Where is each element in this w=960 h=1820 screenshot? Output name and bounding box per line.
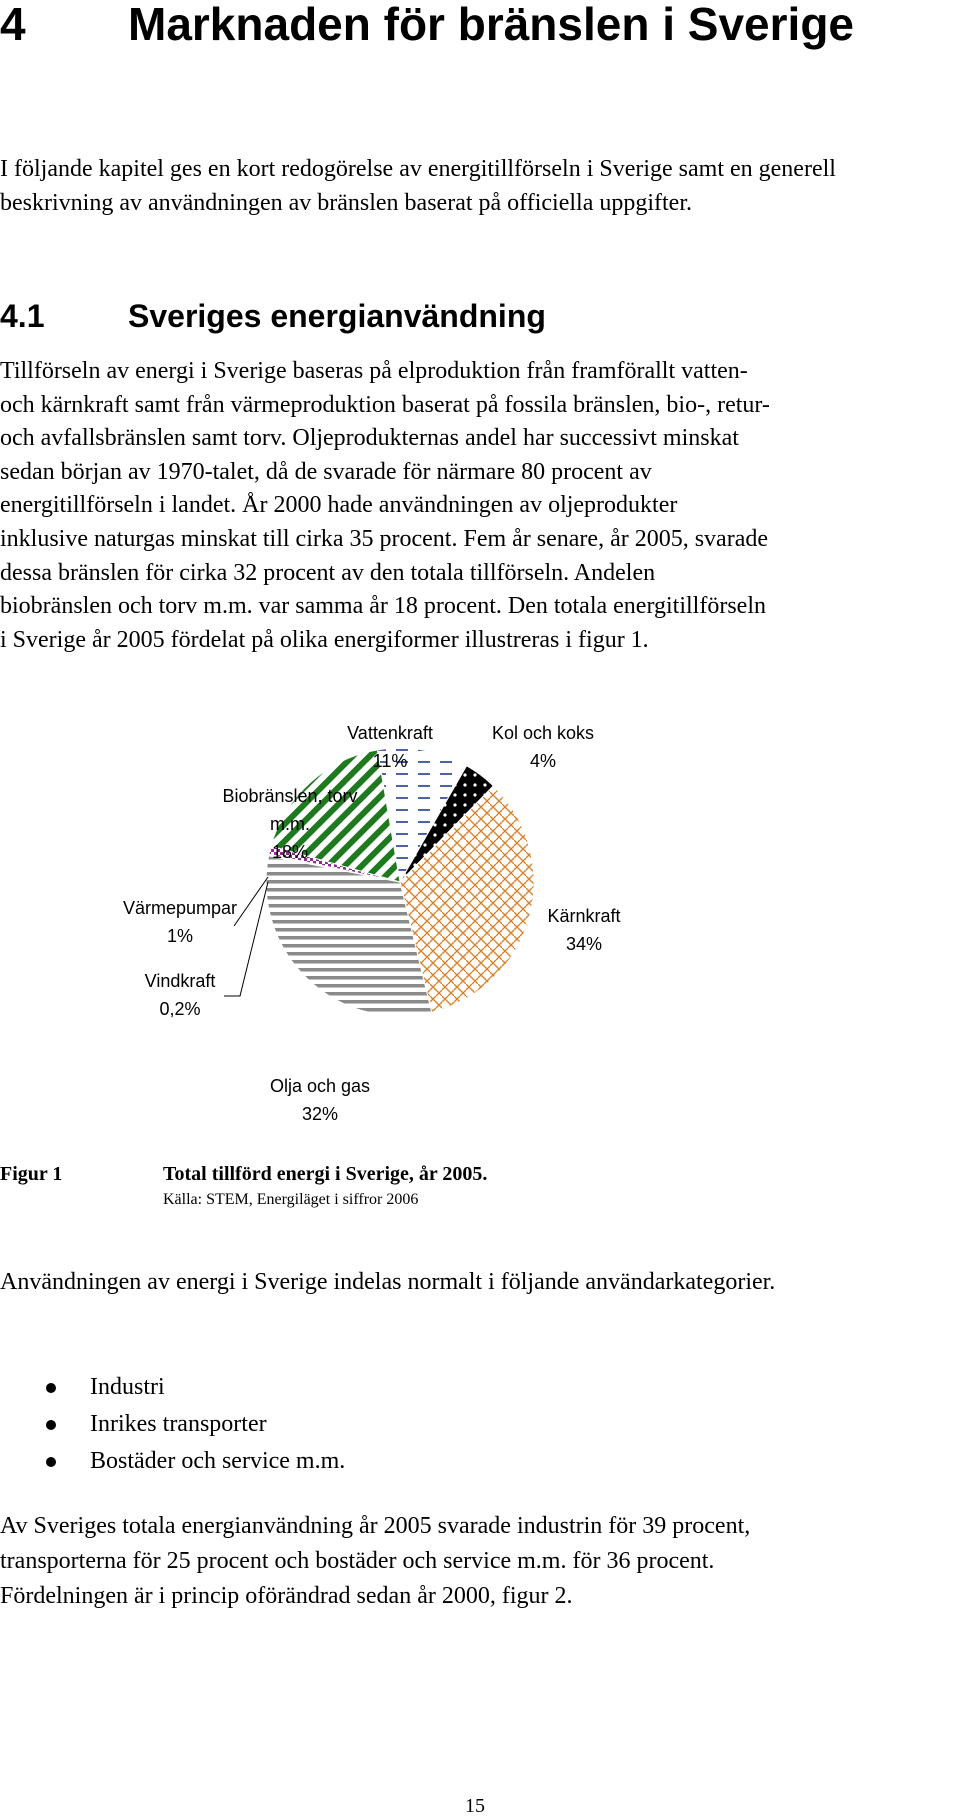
- page-number: 15: [465, 1795, 485, 1817]
- list-item: [0, 1406, 345, 1443]
- label-biobranslen: [210, 782, 370, 866]
- label-bio-name-2: m.m.: [270, 814, 310, 834]
- label-varmepumpar-value: 1%: [166, 926, 193, 946]
- list-item: [0, 1369, 345, 1406]
- label-karnkraft-value: 34%: [565, 934, 603, 954]
- figure-caption: [0, 1162, 487, 1186]
- chapter-number: 4: [0, 0, 26, 50]
- chapter-title: Marknaden för bränslen i Sverige: [128, 0, 855, 50]
- list-item-text: Bostäder och service m.m.: [90, 1448, 346, 1474]
- label-vindkraft-name: Vindkraft: [144, 971, 216, 991]
- supply-paragraph: Tillförseln av energi i Sverige baseras på elproduktion från framförallt vatten- och kärnkraft samt från värmeproduktion baserat på fossila bränslen, bio-, retur- och avfallsbränslen samt torv. Oljeprodukternas andel har successivt minskat sedan början av 1970-talet, då de svarade för närmare 80 procent av energitillförseln i landet. År 2000 hade användningen av oljeprodukter inklusive naturgas minskat till cirka 35 procent. Fem år senare, år 2005, svarade dessa bränslen för cirka 32 procent av den totala tillförseln. Andelen biobränslen och torv m.m. var samma år 18 procent. Den totala energitillförseln i Sverige år 2005 fördelat på olika energiformer illustreras i figur 1.: [0, 358, 770, 653]
- energy-pie-chart: [122, 720, 650, 1124]
- usage-paragraph: Användningen av energi i Sverige indelas normalt i följande användarkategorier.: [0, 1269, 776, 1295]
- figure-source: Källa: STEM, Energiläget i siffror 2006: [163, 1191, 419, 1208]
- figure-title: Total tillförd energi i Sverige, år 2005.: [163, 1163, 488, 1185]
- label-olja-name: Olja och gas: [269, 1076, 371, 1096]
- label-varmepumpar: [114, 894, 246, 950]
- label-vattenkraft-value: 11%: [372, 751, 408, 771]
- label-kol-value: 4%: [529, 751, 556, 771]
- section-heading: [0, 296, 546, 336]
- bullet-icon: [46, 1420, 56, 1430]
- label-olja-och-gas: [260, 1072, 380, 1128]
- label-vattenkraft-name: Vattenkraft: [347, 723, 433, 743]
- label-bio-value: 18%: [271, 842, 309, 862]
- list-item-text: Inrikes transporter: [90, 1411, 267, 1437]
- distribution-paragraph: Av Sveriges totala energianvändning år 2005 svarade industrin för 39 procent, transporterna för 25 procent och bostäder och service m.m. för 36 procent. Fördelningen är i princip oförändrad sedan år 2000, figur 2.: [0, 1513, 751, 1609]
- intro-paragraph: I följande kapitel ges en kort redogörelse av energitillförseln i Sverige samt en generell beskrivning av användningen av bränslen baserat på officiella uppgifter.: [0, 156, 836, 216]
- figure-number: Figur 1: [0, 1163, 63, 1185]
- label-varmepumpar-name: Värmepumpar: [122, 898, 238, 918]
- label-bio-name: Biobränslen, torv: [222, 786, 358, 806]
- label-vindkraft: [120, 967, 240, 1023]
- label-vindkraft-value: 0,2%: [159, 999, 201, 1019]
- label-kol-name: Kol och koks: [491, 723, 595, 743]
- label-vattenkraft: [335, 719, 445, 775]
- label-karnkraft: [524, 902, 644, 958]
- section-title: Sveriges energianvändning: [128, 298, 546, 334]
- label-karnkraft-name: Kärnkraft: [547, 906, 621, 926]
- chapter-heading: [0, 0, 854, 48]
- list-item: [0, 1443, 345, 1480]
- label-olja-value: 32%: [301, 1104, 339, 1124]
- list-item-text: Industri: [90, 1374, 165, 1400]
- user-category-list: [0, 1369, 345, 1480]
- bullet-icon: [46, 1457, 56, 1467]
- section-number: 4.1: [0, 298, 45, 334]
- bullet-icon: [46, 1383, 56, 1393]
- label-kol-och-koks: [478, 719, 608, 775]
